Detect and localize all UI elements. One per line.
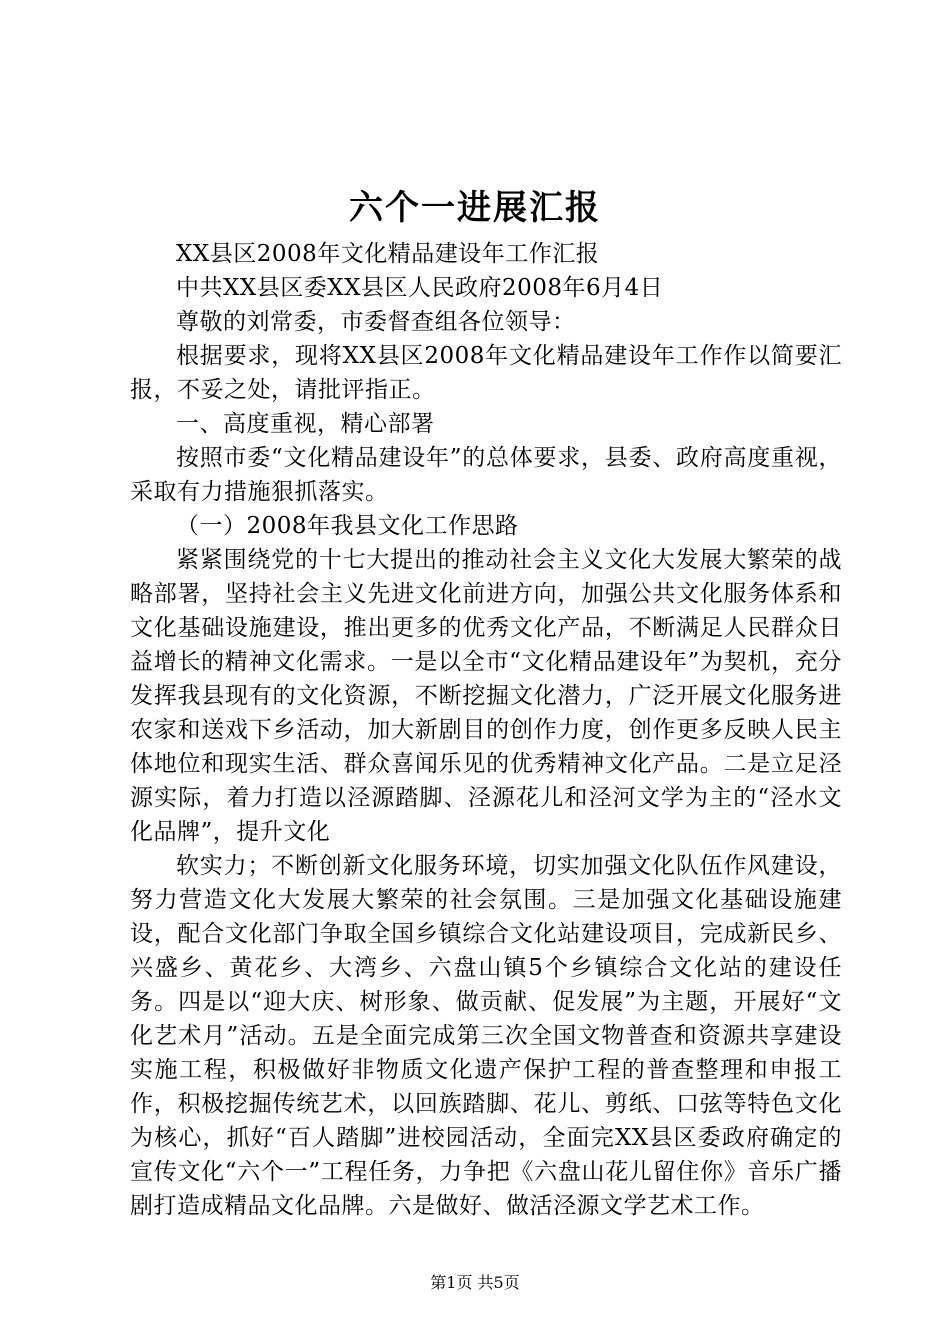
subsection-heading-1: （一）2008年我县文化工作思路 (176, 513, 519, 539)
page-number-footer: 第1页 共5页 (430, 1273, 520, 1292)
salutation: 尊敬的刘常委，市委督查组各位领导： (176, 309, 576, 335)
body-paragraph-1: 紧紧围绕党的十七大提出的推动社会主义文化大发展大繁荣的战略部署，坚持社会主义先进文化前进方向，加强公共文化服务体系和文化基础设施建设，推出更多的优秀文化产品，不断满足人民群众日益增长的精神文化需求。一是以全市“文化精品建设年”为契机，充分发挥我县现有的文化资源，不断挖掘文化潜力，广泛开展文化服务进农家和送戏下乡活动，加大新剧目的创作力度，创作更多反映人民主体地位和现实生活、群众喜闻乐见的优秀精神文化产品。二是立足泾源实际，着力打造以泾源踏脚、泾源花儿和泾河文学为主的“泾水文化品牌”，提升文化 (130, 547, 842, 845)
section-1-paragraph: 按照市委“文化精品建设年”的总体要求，县委、政府高度重视，采取有力措施狠抓落实。 (130, 445, 842, 505)
document-body (130, 237, 842, 1223)
body-paragraph-2: 软实力；不断创新文化服务环境，切实加强文化队伍作风建设，努力营造文化大发展大繁荣的社会氛围。三是加强文化基础设施建设，配合文化部门争取全国乡镇综合文化站建设项目，完成新民乡、兴盛乡、黄花乡、大湾乡、六盘山镇5个乡镇综合文化站的建设任务。四是以“迎大庆、树形象、做贡献、促发展”为主题，开展好“文化艺术月”活动。五是全面完成第三次全国文物普查和资源共享建设实施工程，积极做好非物质文化遗产保护工程的普查整理和申报工作，积极挖掘传统艺术，以回族踏脚、花儿、剪纸、口弦等特色文化为核心，抓好“百人踏脚”进校园活动，全面完XX县区委政府确定的宣传文化“六个一”工程任务，力争把《六盘山花儿留住你》音乐广播剧打造成精品文化品牌。六是做好、做活泾源文学艺术工作。 (130, 853, 842, 1219)
section-heading-1: 一、高度重视，精心部署 (176, 411, 435, 437)
issuer-date-line: 中共XX县区委XX县区人民政府2008年6月4日 (176, 275, 664, 301)
report-heading-line: XX县区2008年文化精品建设年工作汇报 (176, 241, 600, 267)
intro-paragraph: 根据要求，现将XX县区2008年文化精品建设年工作作以简要汇报，不妥之处，请批评指正。 (130, 343, 842, 403)
document-title: 六个一进展汇报 (349, 188, 601, 228)
